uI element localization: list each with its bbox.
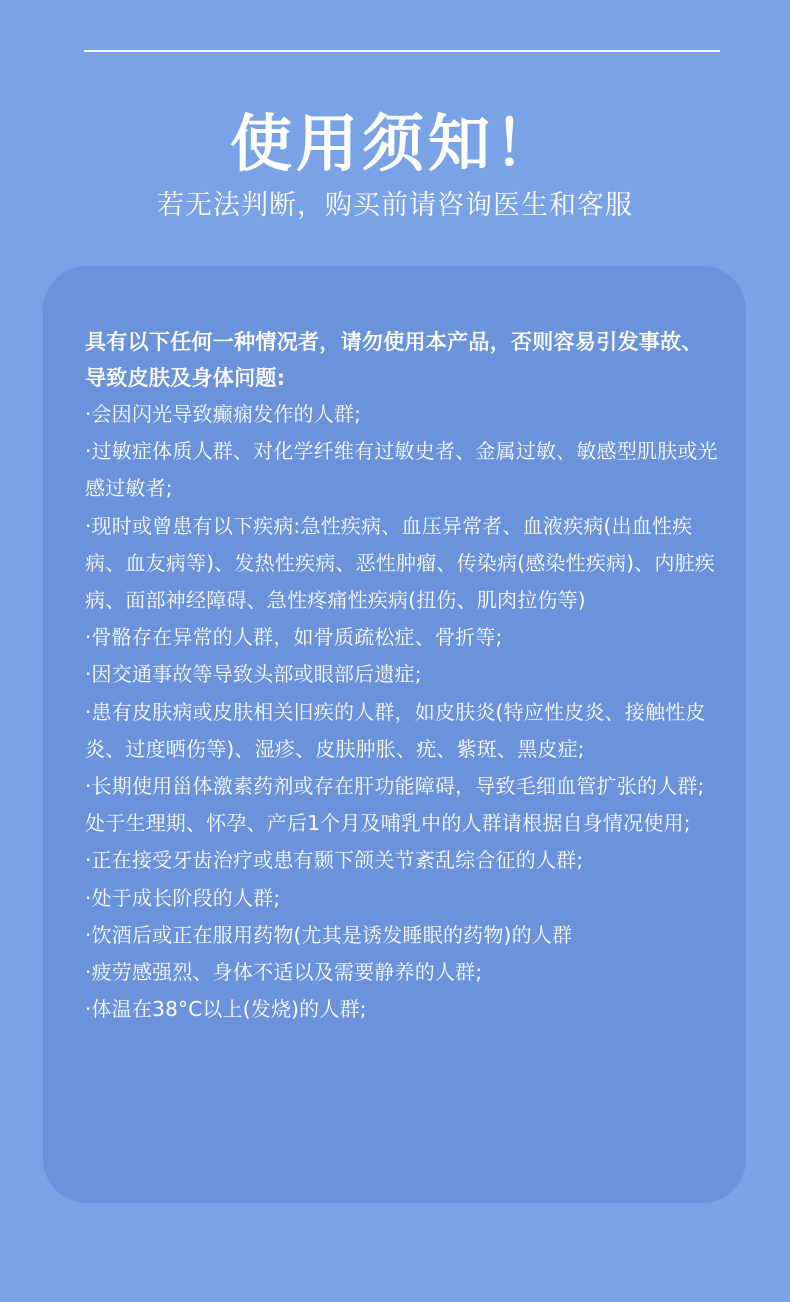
notice-item: ·骨骼存在异常的人群，如骨质疏松症、骨折等; xyxy=(85,625,503,650)
top-divider xyxy=(84,50,720,52)
notice-intro: 具有以下任何一种情况者，请勿使用本产品，否则容易引发事故、导致皮肤及身体问题: xyxy=(85,330,703,390)
notice-item: ·患有皮肤病或皮肤相关旧疾的人群，如皮肤炎(特应性皮炎、接触性皮炎、过度晒伤等)、湿疹、皮肤肿胀、疣、紫斑、黑皮症; xyxy=(85,699,706,761)
notice-list xyxy=(85,396,722,1028)
page-subtitle: 若无法判断，购买前请咨询医生和客服 xyxy=(157,190,633,221)
notice-item: ·饮酒后或正在服用药物(尤其是诱发睡眠的药物)的人群 xyxy=(85,922,573,947)
page-title: 使用须知！ xyxy=(229,107,560,180)
notice-item: ·会因闪光导致癫痫发作的人群; xyxy=(85,402,362,426)
notice-item: ·体温在38°C以上(发烧)的人群; xyxy=(85,997,367,1022)
notice-card xyxy=(43,266,746,1203)
notice-item: ·疲劳感强烈、身体不适以及需要静养的人群; xyxy=(85,960,483,985)
notice-item: ·过敏症体质人群、对化学纤维有过敏史者、金属过敏、敏感型肌肤或光感过敏者; xyxy=(85,439,718,501)
notice-item: ·因交通事故等导致头部或眼部后遗症; xyxy=(85,662,422,687)
notice-item: ·正在接受牙齿治疗或患有颞下颌关节紊乱综合征的人群; xyxy=(85,848,584,873)
notice-item: ·长期使用甾体激素药剂或存在肝功能障碍，导致毛细血管扩张的人群;处于生理期、怀孕、产后1个月及哺乳中的人群请根据自身情况使用; xyxy=(85,774,705,836)
notice-item: ·处于成长阶段的人群; xyxy=(85,885,281,910)
notice-item: ·现时或曾患有以下疾病:急性疾病、血压异常者、血液疾病(出血性疾病、血友病等)、发热性疾病、恶性肿瘤、传染病(感染性疾病)、内脏疾病、面部神经障碍、急性疼痛性疾病(扭伤、肌肉拉伤等) xyxy=(85,513,716,613)
